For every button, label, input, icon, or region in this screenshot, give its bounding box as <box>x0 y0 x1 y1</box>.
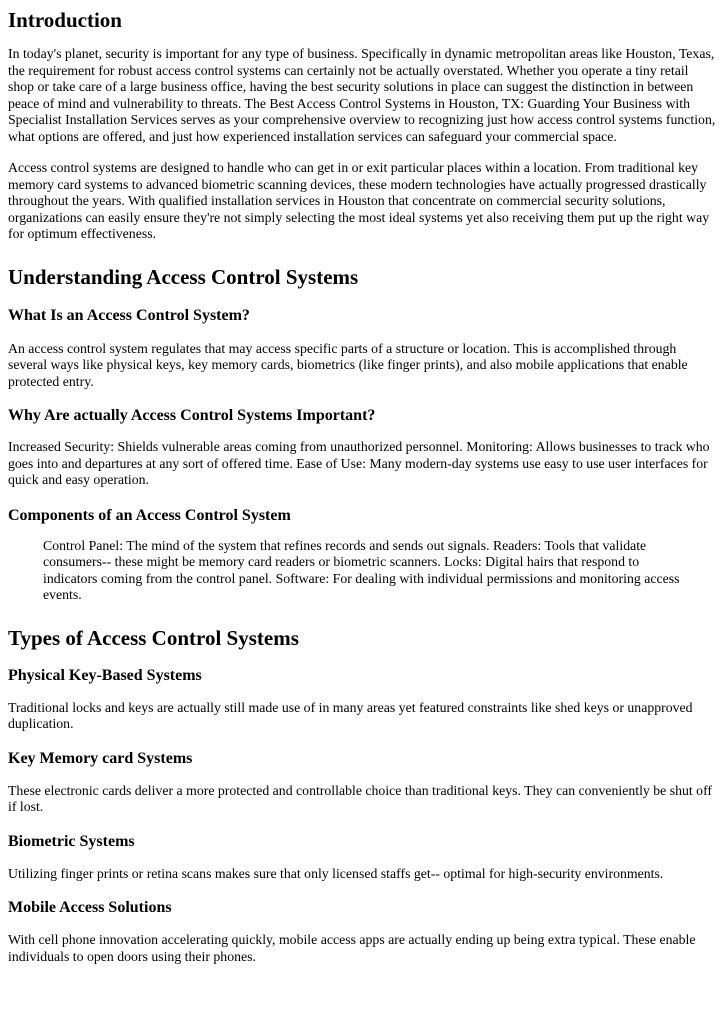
physical-key-paragraph: Traditional locks and keys are actually still made use of in many areas yet featured constraints like shed keys or unapproved duplication. <box>8 699 693 731</box>
mobile-access-heading: Mobile Access Solutions <box>8 899 172 916</box>
understanding-heading: Understanding Access Control Systems <box>8 264 359 289</box>
biometric-paragraph: Utilizing finger prints or retina scans makes sure that only licensed staffs get-- optimal for high-security environments. <box>8 865 664 881</box>
mobile-access-paragraph: With cell phone innovation accelerating quickly, mobile access apps are actually ending up being extra typical. These enable individuals to open doors using their phones. <box>8 932 696 964</box>
why-important-heading: Why Are actually Access Control Systems Important? <box>8 407 376 424</box>
introduction-paragraph-1: In today's planet, security is important for any type of business. Specifically in dynamic metropolitan areas like Houston, Texas, the requirement for robust access control systems can certainly not be actually overstated. Whether you operate a tiny retail shop or take care of a large business office, having the best security solutions in place can suggest the distinction in between peace of mind and vulnerability to threats. The Best Access Control Systems in Houston, TX: Guarding Your Business with Specialist Installation Services serves as your comprehensive overview to recognizing just how access control systems function, what options are offered, and just how experienced installation services can safeguard your commercial space. <box>8 46 716 144</box>
key-card-heading: Key Memory card Systems <box>8 749 193 767</box>
physical-key-heading: Physical Key-Based Systems <box>8 666 202 684</box>
what-is-heading: What Is an Access Control System? <box>8 306 250 324</box>
introduction-heading: Introduction <box>8 8 122 32</box>
why-important-paragraph: Increased Security: Shields vulnerable areas coming from unauthorized personnel. Monitoring: Allows businesses to track who goes into and departures at any sort of offered time. Ease of Use: Many modern-day systems use easy to use user interfaces for quick and easy operation. <box>8 439 710 487</box>
key-card-paragraph: These electronic cards deliver a more protected and controllable choice than traditional keys. They can conveniently be shut off if lost. <box>8 782 713 814</box>
biometric-heading: Biometric Systems <box>8 832 135 850</box>
introduction-paragraph-2: Access control systems are designed to handle who can get in or exit particular places within a location. From traditional key memory card systems to advanced biometric scanning devices, these modern technologies have actually progressed drastically throughout the years. With qualified installation services in Houston that concentrate on commercial security solutions, organizations can easily ensure they're not simply selecting the most ideal systems yet also receiving them put up the right way for optimum effectiveness. <box>8 160 710 241</box>
components-blockquote: Control Panel: The mind of the system that refines records and sends out signals. Readers: Tools that validate consumers-- these might be memory card readers or biometric scanners. Locks: Digital hairs that respond to indicators coming from the control panel. Software: For dealing with individual permissions and monitoring access events. <box>43 537 680 602</box>
what-is-paragraph: An access control system regulates that may access specific parts of a structure or location. This is accomplished through several ways like physical keys, key memory cards, biometrics (like finger prints), and also mobile applications that enable protected entry. <box>8 340 688 389</box>
types-heading: Types of Access Control Systems <box>8 625 299 650</box>
components-heading: Components of an Access Control System <box>8 506 291 524</box>
